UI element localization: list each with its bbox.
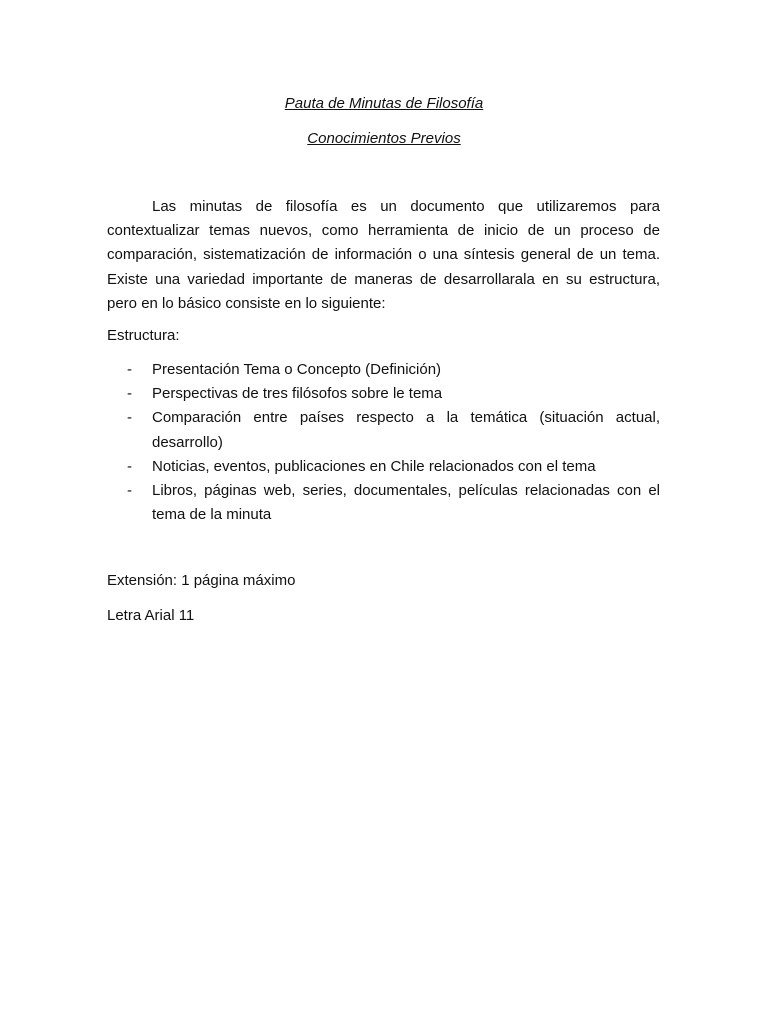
list-item: [107, 479, 660, 527]
list-item-text: Noticias, eventos, publicaciones en Chile relacionados con el tema: [152, 457, 596, 475]
intro-paragraph: Las minutas de filosofía es un documento que utilizaremos para contextualizar temas nuevos, como herramienta de inicio de un proceso de comparación, sistematización de información o una síntesis general de un tema. Existe una variedad importante de maneras de desarrollarala en su estructura, pero en lo básico consiste en lo siguiente:: [107, 198, 660, 312]
list-item: [107, 382, 660, 406]
list-item-text: Presentación Tema o Concepto (Definición): [152, 361, 442, 378]
bullet-dash: -: [127, 457, 132, 475]
extension-note: Extensión: 1 página máximo: [107, 572, 296, 589]
list-item-text: Libros, páginas web, series, documentales, películas relacionadas con el tema de la minuta: [152, 482, 660, 524]
list-item: [107, 455, 660, 479]
list-item: [107, 358, 660, 382]
bullet-dash: -: [127, 482, 132, 500]
bullet-dash: -: [127, 385, 132, 403]
structure-label: Estructura:: [107, 327, 180, 344]
list-item-text: Perspectivas de tres filósofos sobre le tema: [152, 385, 443, 403]
document-title: Pauta de Minutas de Filosofía: [284, 95, 484, 112]
bullet-dash: -: [127, 361, 132, 378]
list-item-text: Comparación entre países respecto a la temática (situación actual, desarrollo): [152, 409, 660, 451]
font-note: Letra Arial 11: [107, 607, 195, 624]
bullet-dash: -: [127, 409, 132, 427]
document-subtitle: Conocimientos Previos: [307, 130, 461, 147]
structure-list: [107, 358, 660, 527]
list-item: [107, 406, 660, 454]
